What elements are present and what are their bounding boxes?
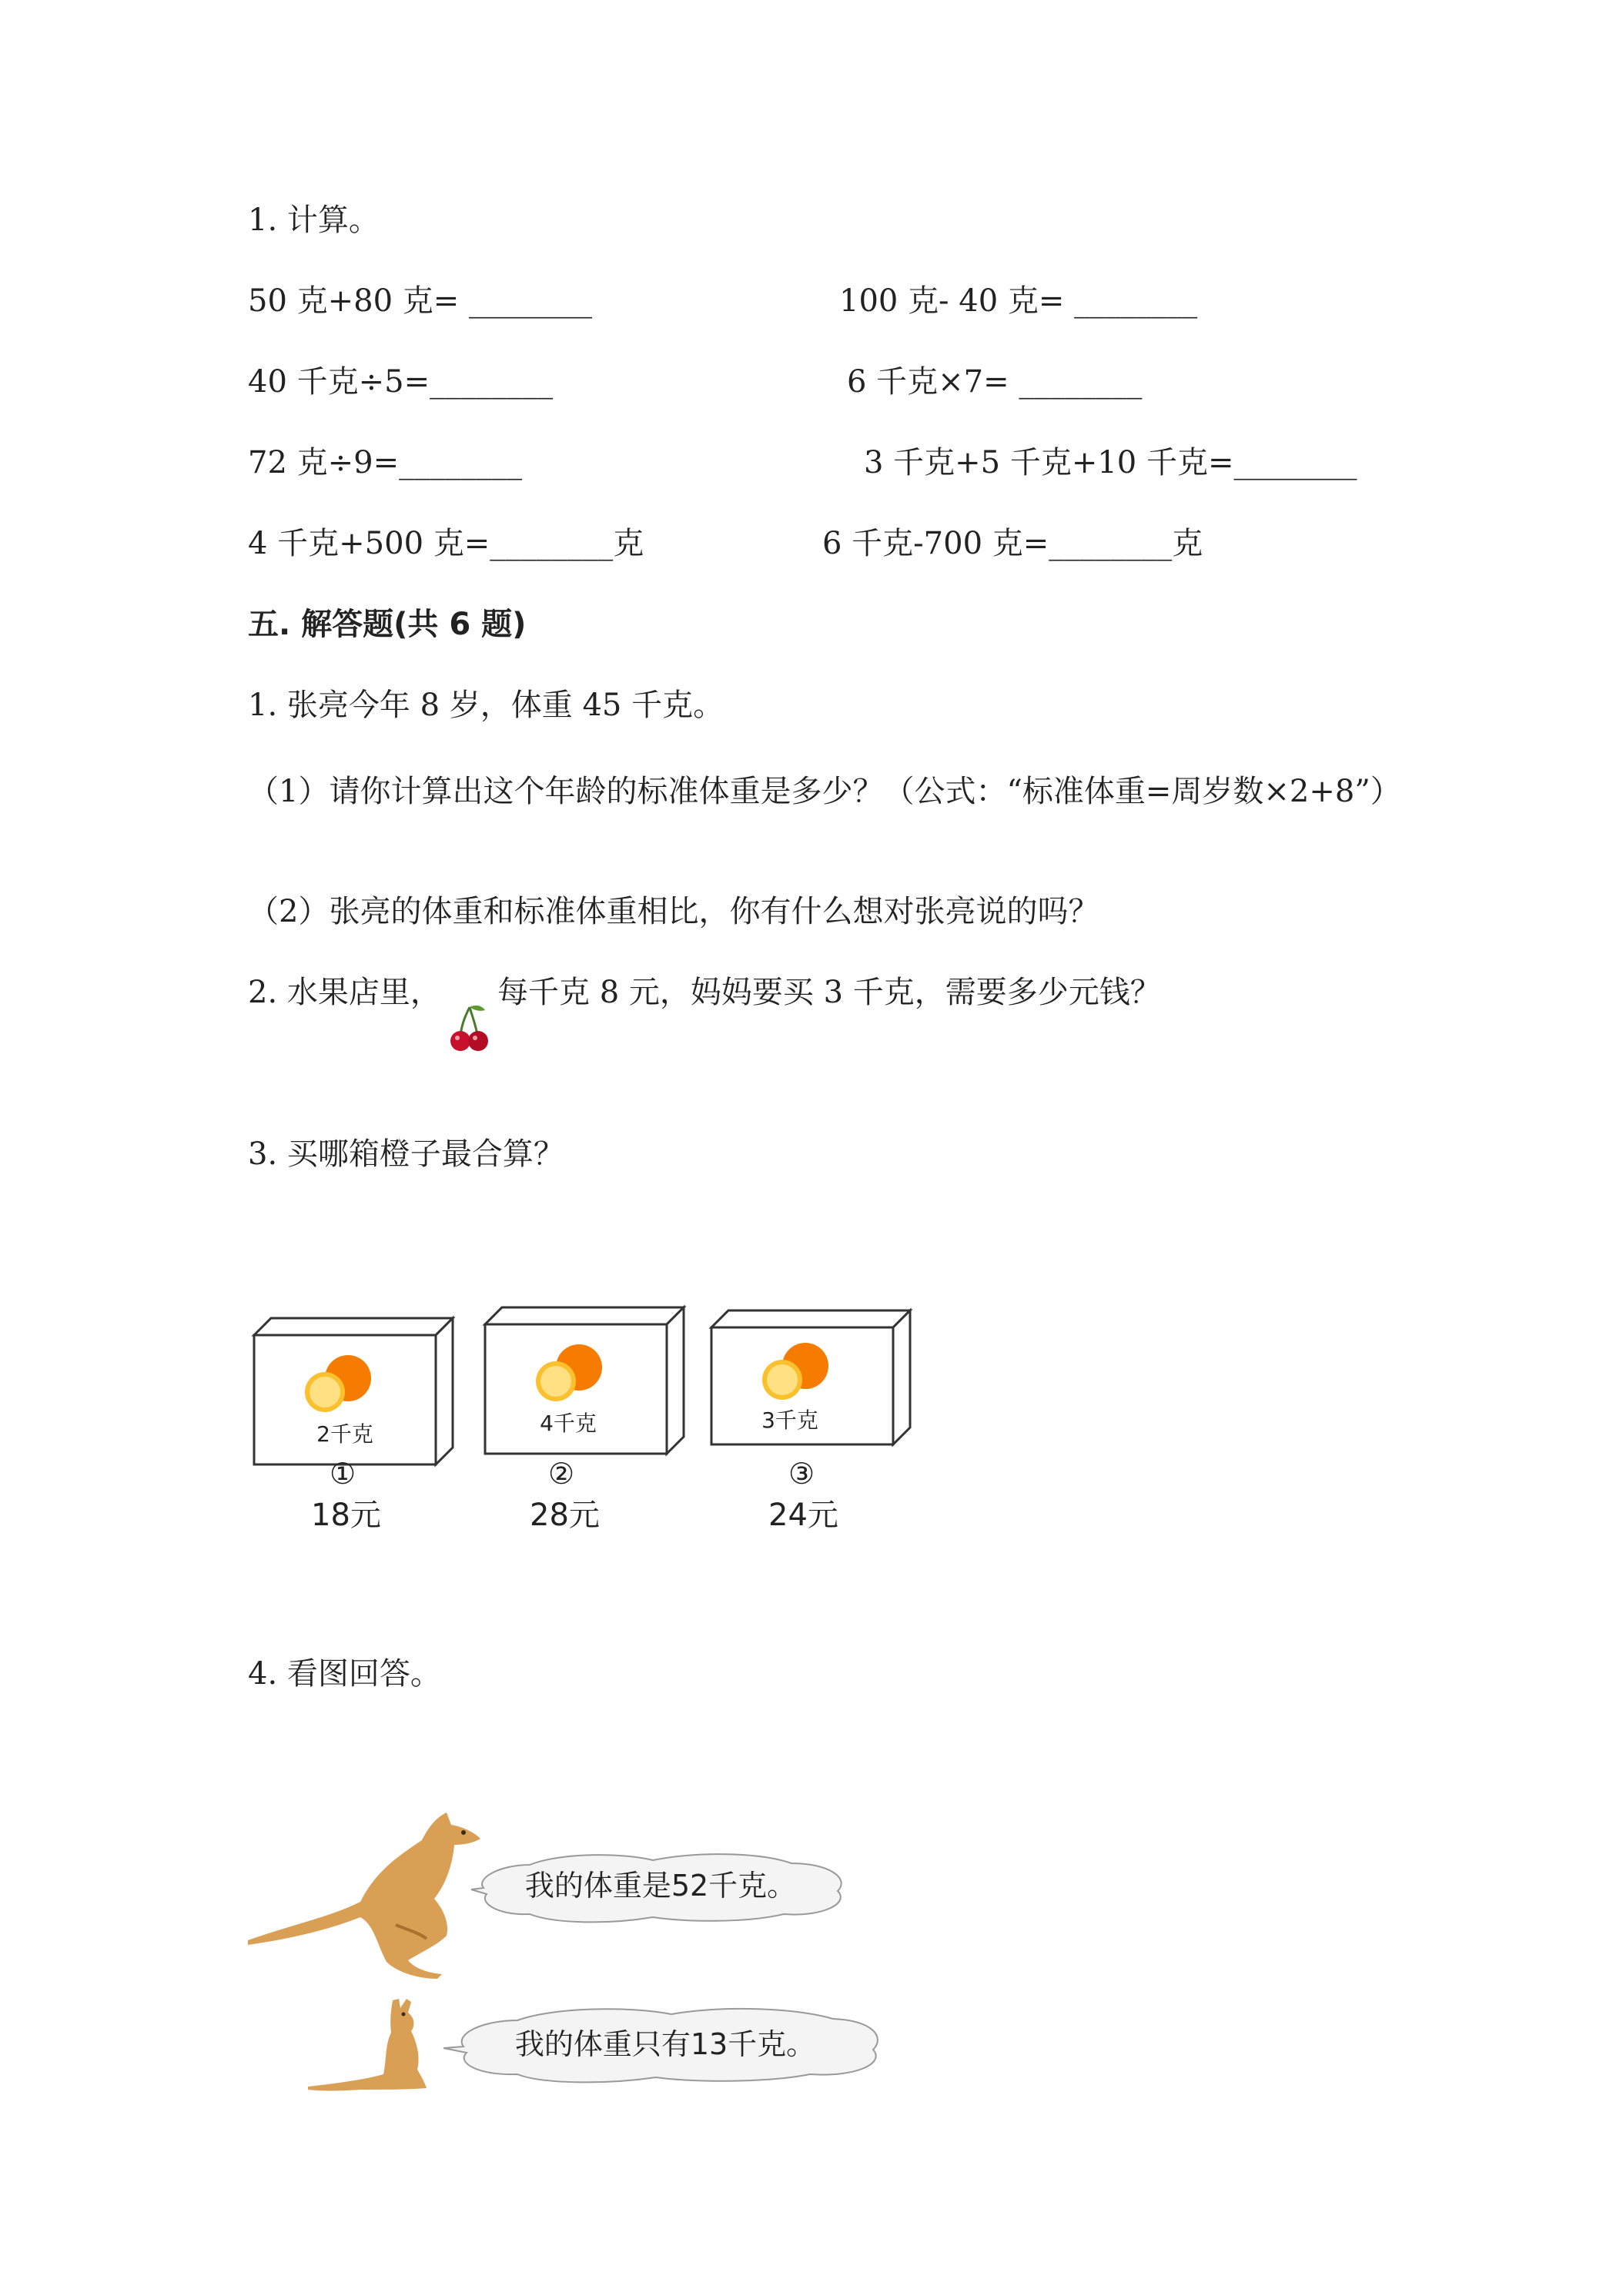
- q1-stem: 1. 张亮今年 8 岁，体重 45 千克。: [248, 688, 724, 723]
- calc-row-3-right: 3 千克+5 千克+10 千克=________: [864, 445, 1357, 480]
- box-weight-3: 3千克: [761, 1407, 818, 1433]
- box-weight-1: 2千克: [316, 1421, 373, 1447]
- kangaroo-big-icon: [245, 1809, 491, 1979]
- box-price-2: 28元: [530, 1498, 600, 1533]
- q2-prefix: 2. 水果店里，: [248, 975, 441, 1010]
- speech-bubble-small: [440, 2002, 887, 2087]
- speech-bubble-big: [468, 1848, 853, 1925]
- calc-row-1-right: 100 克- 40 克= ________: [839, 283, 1198, 319]
- calc-row-2-left: 40 千克÷5=________: [248, 364, 554, 400]
- q1-part2: （2）张亮的体重和标准体重相比，你有什么想对张亮说的吗？: [248, 894, 1099, 929]
- orange-box-3: [705, 1301, 929, 1463]
- box-price-1: 18元: [311, 1498, 381, 1533]
- q4-stem: 4. 看图回答。: [248, 1656, 441, 1692]
- calc-row-1-left: 50 克+80 克= ________: [248, 283, 592, 319]
- box-price-3: 24元: [768, 1498, 838, 1533]
- box-index-1: ①: [330, 1457, 356, 1491]
- speech-text-big: 我的体重是52千克。: [524, 1869, 797, 1903]
- orange-box-1: [248, 1309, 471, 1471]
- box-weight-2: 4千克: [540, 1411, 597, 1436]
- q2-suffix: 每千克 8 元，妈妈要买 3 千克，需要多少元钱？: [497, 975, 1161, 1010]
- kangaroo-small-icon: [306, 1994, 430, 2094]
- box-index-2: ②: [548, 1457, 575, 1491]
- q1-part1: （1）请你计算出这个年龄的标准体重是多少？（公式：“标准体重=周岁数×2+8”）: [248, 774, 1401, 809]
- calc-heading: 1. 计算。: [248, 202, 380, 238]
- calc-row-3-left: 72 克÷9=________: [248, 445, 523, 480]
- q3-stem: 3. 买哪箱橙子最合算？: [248, 1136, 564, 1172]
- section-title: 五. 解答题(共 6 题): [248, 607, 527, 642]
- cherry-icon: [447, 1001, 493, 1055]
- calc-row-2-right: 6 千克×7= ________: [847, 364, 1143, 400]
- calc-row-4-left: 4 千克+500 克=________克: [248, 526, 644, 561]
- box-index-3: ③: [788, 1457, 815, 1491]
- orange-box-2: [479, 1298, 702, 1460]
- calc-row-4-right: 6 千克-700 克=________克: [822, 526, 1203, 561]
- speech-text-small: 我的体重只有13千克。: [514, 2027, 816, 2061]
